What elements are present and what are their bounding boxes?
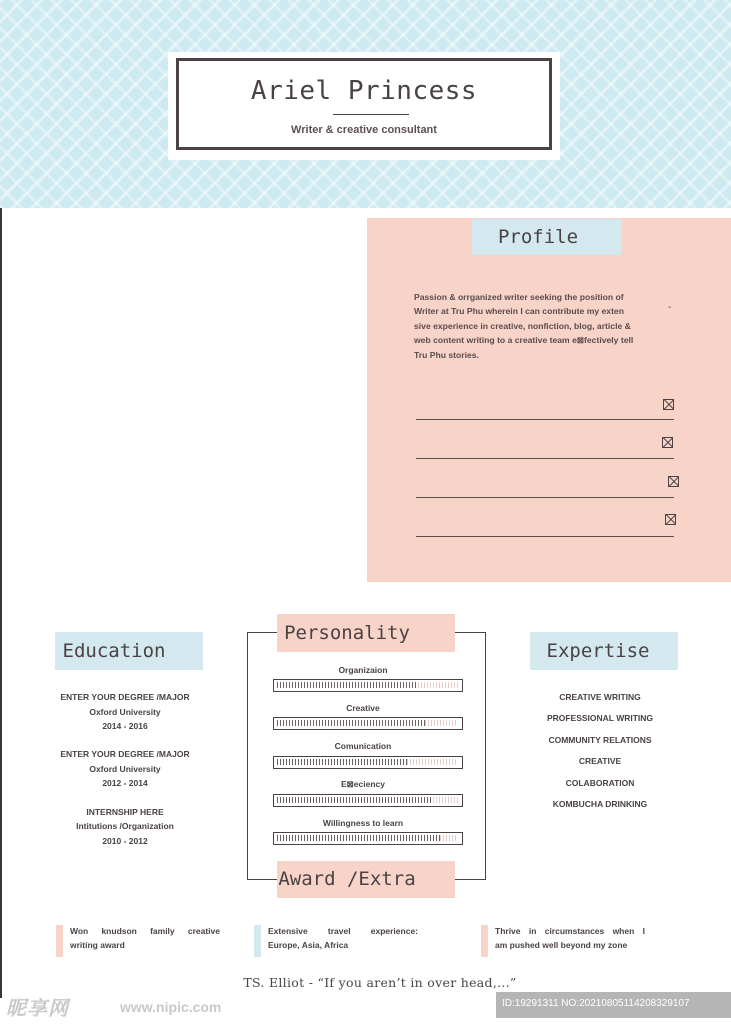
award-item-line: am pushed well beyond my zone <box>495 940 628 950</box>
profile-text-line: sive experience in creative, nonfiction, blog, article & <box>414 320 631 331</box>
watermark-url: www.nipic.com <box>120 999 222 1015</box>
expertise-item: CREATIVE <box>578 756 622 766</box>
name-underline <box>333 114 409 115</box>
profile-text-line: web content writing to a creative team e⊠fectively tell <box>414 335 634 346</box>
expertise-item: CREATIVE WRITING <box>559 692 641 702</box>
education-degree: ENTER YOUR DEGREE /MAJOR <box>60 749 190 759</box>
trait-bar-fill <box>277 797 433 803</box>
award-item-line: Extensive travel experience: <box>268 926 418 936</box>
expertise-item: COLABORATION <box>565 778 635 788</box>
education-years: 2010 - 2012 <box>102 836 148 846</box>
personality-heading: Personality <box>284 622 410 644</box>
profile-text <box>414 290 662 362</box>
award-item-line: Europe, Asia, Africa <box>268 940 349 950</box>
quote: TS. Elliot - “If you aren’t in over head,...” <box>243 975 517 990</box>
watermark-logo: 昵享网 <box>6 998 69 1020</box>
profile-dash: - <box>668 302 672 313</box>
expertise-item: KOMBUCHA DRINKING <box>552 799 648 809</box>
award-item-marker <box>56 925 63 957</box>
education-heading: Education <box>62 640 166 662</box>
profile-text-line: Tru Phu stories. <box>414 349 479 360</box>
trait-bar-remainder <box>440 835 458 841</box>
expertise-item: COMMUNITY RELATIONS <box>548 735 652 745</box>
education-school: Oxford University <box>89 764 161 774</box>
crossed-box-icon <box>663 399 674 410</box>
trait-bar-remainder <box>418 682 458 688</box>
trait-bar-remainder <box>407 759 458 765</box>
profile-line <box>416 419 674 420</box>
award-item-line: writing award <box>70 940 125 950</box>
award-item-marker <box>254 925 261 957</box>
profile-panel <box>367 218 731 582</box>
trait-bar <box>273 832 463 845</box>
trait-bar-remainder <box>425 720 458 726</box>
watermark-id: ID:19291311 NO:20210805114208329107 <box>502 998 690 1009</box>
profile-text-line: Passion & orrganized writer seeking the position of <box>414 292 624 302</box>
trait-bar <box>273 794 463 807</box>
trait-bar <box>273 717 463 730</box>
education-years: 2014 - 2016 <box>102 721 148 731</box>
trait-bar-remainder <box>433 797 458 803</box>
expertise-heading: Expertise <box>546 640 650 662</box>
award-item <box>268 924 418 952</box>
trait-bar-fill <box>277 682 418 688</box>
trait-bar <box>273 756 463 769</box>
trait-name: Organizaion <box>338 665 388 675</box>
trait-name: Comunication <box>334 741 392 751</box>
trait-bar <box>273 679 463 692</box>
trait-bar-fill <box>277 759 407 765</box>
award-heading: Award /Extra <box>278 868 416 890</box>
trait-bar-fill <box>277 720 425 726</box>
profile-text-line: Writer at Tru Phu wherein I can contribute my exten <box>414 306 624 317</box>
trait-name: Willingness to learn <box>322 818 404 828</box>
person-subtitle: Writer & creative consultant <box>291 124 437 136</box>
award-item <box>70 924 220 952</box>
award-item <box>495 924 645 952</box>
award-item-line: Won knudson family creative <box>70 926 220 936</box>
trait-name: E⊠eciency <box>341 779 385 789</box>
crossed-box-icon <box>668 476 679 487</box>
education-school: Oxford University <box>89 707 161 717</box>
education-school: Intitutions /Organization <box>76 821 174 831</box>
crossed-box-icon <box>662 437 673 448</box>
education-degree: INTERNSHIP HERE <box>86 807 164 817</box>
trait-bar-fill <box>277 835 440 841</box>
crossed-box-icon <box>665 514 676 525</box>
trait-name: Creative <box>346 703 380 713</box>
profile-line <box>416 536 674 537</box>
education-years: 2012 - 2014 <box>102 778 148 788</box>
expertise-item: PROFESSIONAL WRITING <box>546 713 654 723</box>
award-item-marker <box>481 925 488 957</box>
person-name: Ariel Princess <box>250 76 478 106</box>
left-rule <box>0 208 2 998</box>
profile-line <box>416 458 674 459</box>
education-degree: ENTER YOUR DEGREE /MAJOR <box>60 692 190 702</box>
profile-line <box>416 497 674 498</box>
profile-heading: Profile <box>497 226 579 248</box>
award-item-line: Thrive in circumstances when I <box>495 926 645 936</box>
